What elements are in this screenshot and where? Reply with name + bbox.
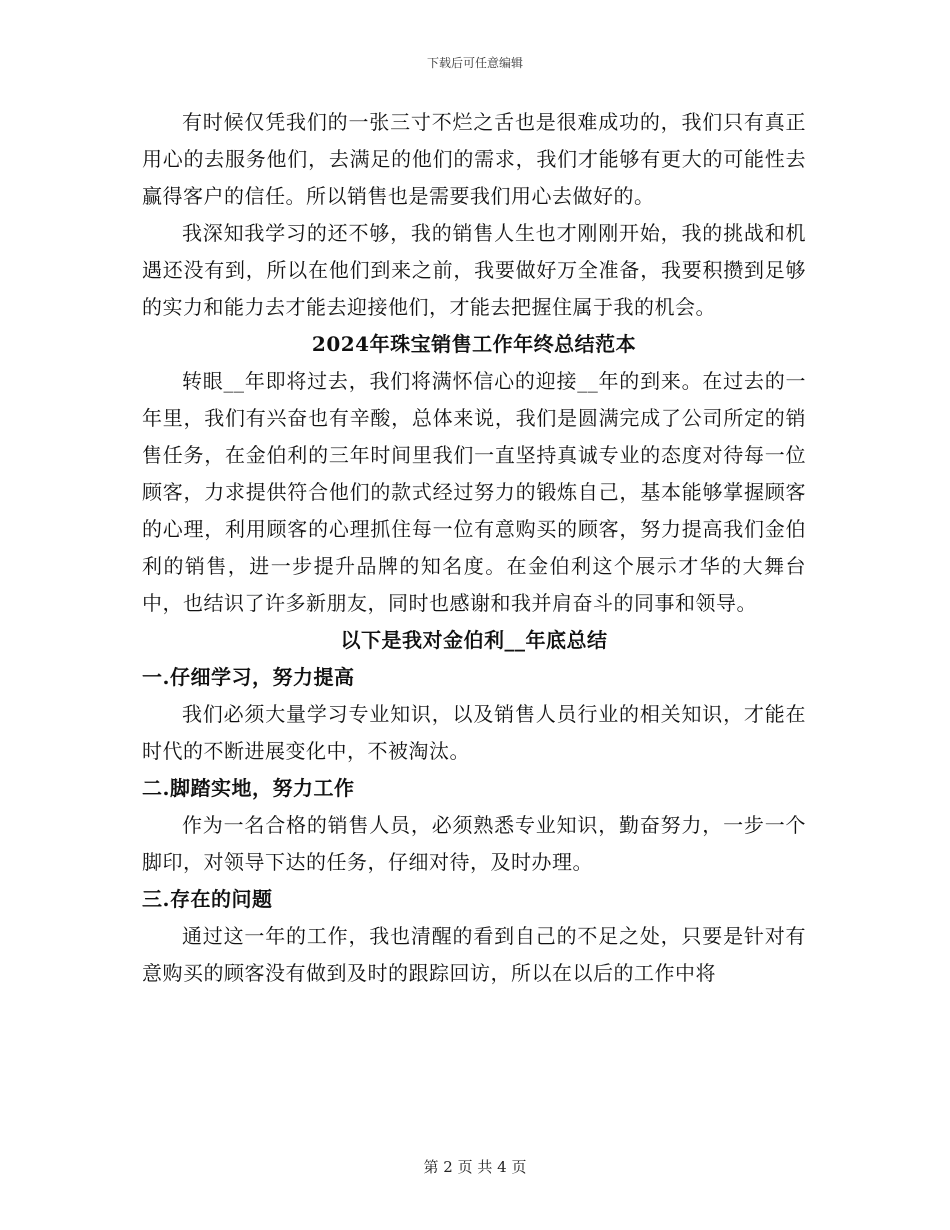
paragraph-6: 通过这一年的工作，我也清醒的看到自己的不足之处，只要是针对有意购买的顾客没有做到及时的跟踪回访，所以在以后的工作中将 xyxy=(142,924,806,985)
document-title: 2024年珠宝销售工作年终总结范本 xyxy=(311,332,637,356)
paragraph-5: 作为一名合格的销售人员，必须熟悉专业知识，勤奋努力，一步一个脚印，对领导下达的任务，仔细对待，及时办理。 xyxy=(142,813,806,874)
paragraph-4: 我们必须大量学习专业知识，以及销售人员行业的相关知识，才能在时代的不断进展变化中，不被淘汰。 xyxy=(142,702,806,763)
heading-1: 一.仔细学习，努力提高 xyxy=(142,665,355,689)
paragraph-3: 转眼__年即将过去，我们将满怀信心的迎接__年的到来。在过去的一年里，我们有兴奋也有辛酸，总体来说，我们是圆满完成了公司所定的销售任务，在金伯利的三年时间里我们一直坚持真诚专业的态度对待每一位顾客，力求提供符合他们的款式经过努力的锻炼自己，基本能够掌握顾客的心理，利用顾客的心理抓住每一位有意购买的顾客，努力提高我们金伯利的销售，进一步提升品牌的知名度。在金伯利这个展示才华的大舞台中，也结识了许多新朋友，同时也感谢和我并肩奋斗的同事和领导。 xyxy=(142,369,806,615)
paragraph-1: 有时候仅凭我们的一张三寸不烂之舌也是很难成功的，我们只有真正用心的去服务他们，去满足的他们的需求，我们才能够有更大的可能性去赢得客户的信任。所以销售也是需要我们用心去做好的。 xyxy=(142,110,806,208)
heading-3: 三.存在的问题 xyxy=(142,887,273,911)
heading-2: 二.脚踏实地，努力工作 xyxy=(142,776,355,800)
page-number: 第 2 页 共 4 页 xyxy=(423,1158,527,1176)
page-header-note: 下载后可任意编辑 xyxy=(426,56,523,70)
summary-subtitle: 以下是我对金伯利__年底总结 xyxy=(340,628,608,652)
document-body xyxy=(142,104,806,992)
paragraph-2: 我深知我学习的还不够，我的销售人生也才刚刚开始，我的挑战和机遇还没有到，所以在他们到来之前，我要做好万全准备，我要积攒到足够的实力和能力去才能去迎接他们，才能去把握住属于我的机会。 xyxy=(142,221,806,319)
